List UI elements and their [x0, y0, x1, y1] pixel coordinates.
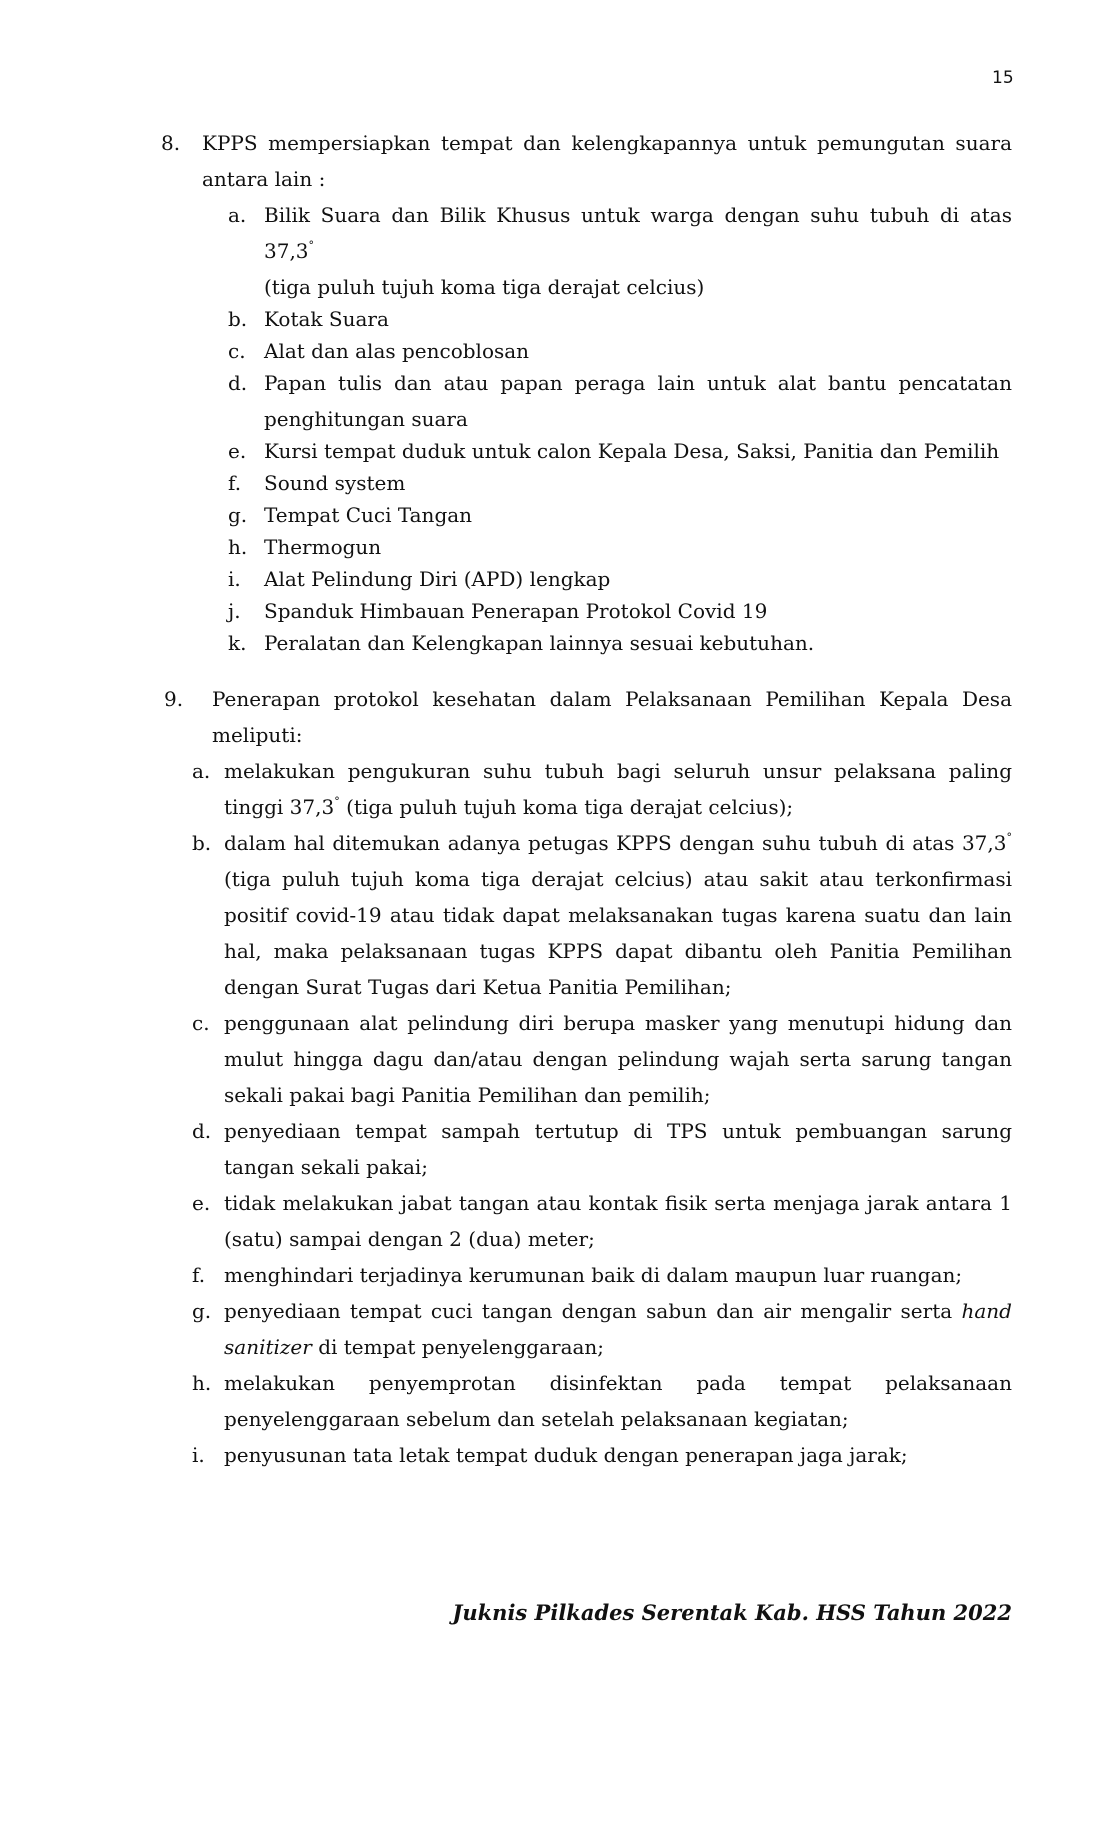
item-marker: e.: [192, 1191, 211, 1215]
item-text: penggunaan alat pelindung diri berupa masker yang menutupi hidung dan mulut hingga dagu dan/atau dengan pelindung wajah serta sarung tangan sekali pakai bagi Panitia Pemilihan dan pemilih;: [224, 1011, 1012, 1107]
list-item: [230, 561, 1012, 597]
item-text-part: di tempat penyelenggaraan;: [311, 1335, 605, 1359]
list-item: [192, 1257, 1012, 1293]
item-text: Sound system: [264, 471, 406, 495]
item-marker: a.: [228, 203, 247, 227]
item-text: Tempat Cuci Tangan: [264, 503, 473, 527]
list-item: [230, 625, 1012, 661]
item-text-italic: hand sanitizer: [224, 1299, 1012, 1359]
item-marker: b.: [192, 831, 212, 855]
item-text: penyediaan tempat sampah tertutup di TPS untuk pembuangan sarung tangan sekali pakai;: [224, 1119, 1012, 1179]
item-marker: e.: [228, 439, 247, 463]
list-item: [230, 497, 1012, 533]
item-text: Kursi tempat duduk untuk calon Kepala Desa, Saksi, Panitia dan Pemilih: [264, 439, 1000, 463]
item-marker: d.: [228, 371, 248, 395]
item-list: [192, 753, 1012, 1473]
list-item: [192, 1293, 1012, 1365]
item-marker: c.: [228, 339, 246, 363]
degree-sign: °: [334, 795, 340, 808]
list-item: [230, 465, 1012, 501]
section-number: 9.: [164, 687, 184, 711]
section-intro: Penerapan protokol kesehatan dalam Pelaksanaan Pemilihan Kepala Desa meliputi:: [212, 687, 1012, 747]
list-item: [230, 333, 1012, 369]
item-text-part: penyediaan tempat cuci tangan dengan sabun dan air mengalir serta: [224, 1299, 962, 1323]
item-marker: g.: [192, 1299, 212, 1323]
item-marker: i.: [228, 567, 241, 591]
list-item: [192, 1005, 1012, 1113]
degree-sign: °: [1006, 831, 1012, 844]
item-marker: h.: [228, 535, 248, 559]
item-text: Spanduk Himbauan Penerapan Protokol Covid 19: [264, 599, 768, 623]
item-marker: f.: [192, 1263, 206, 1287]
list-item: [230, 529, 1012, 565]
item-text: penyusunan tata letak tempat duduk dengan penerapan jaga jarak;: [224, 1443, 908, 1467]
item-marker: g.: [228, 503, 248, 527]
item-text-part: Bilik Suara dan Bilik Khusus untuk warga dengan suhu tubuh di atas 37,3: [264, 203, 1012, 263]
item-text: melakukan penyemprotan disinfektan pada tempat pelaksanaan penyelenggaraan sebelum dan setelah pelaksanaan kegiatan;: [224, 1371, 1012, 1431]
section-intro: KPPS mempersiapkan tempat dan kelengkapannya untuk pemungutan suara antara lain :: [202, 131, 1012, 191]
item-marker: a.: [192, 759, 211, 783]
item-text: [264, 197, 1012, 305]
item-text: [224, 753, 1012, 825]
section-number: 8.: [161, 131, 181, 155]
item-list: [230, 197, 1012, 661]
degree-sign: °: [308, 239, 315, 252]
item-marker: h.: [192, 1371, 212, 1395]
item-text-part: melakukan pengukuran suhu tubuh bagi seluruh unsur pelaksana paling tinggi 37,3: [224, 759, 1012, 819]
item-text-part: (tiga puluh tujuh koma tiga derajat celcius);: [339, 795, 794, 819]
item-text-part: (tiga puluh tujuh koma tiga derajat celcius): [264, 275, 705, 299]
list-item: [230, 197, 1012, 305]
item-text: menghindari terjadinya kerumunan baik di dalam maupun luar ruangan;: [224, 1263, 963, 1287]
item-marker: b.: [228, 307, 248, 331]
item-text: [224, 1293, 1012, 1365]
item-text-part: dalam hal ditemukan adanya petugas KPPS dengan suhu tubuh di atas 37,3: [224, 831, 1007, 855]
item-marker: d.: [192, 1119, 212, 1143]
item-text: Papan tulis dan atau papan peraga lain untuk alat bantu pencatatan penghitungan suara: [264, 371, 1012, 431]
list-item: [192, 1113, 1012, 1185]
list-item: [192, 1365, 1012, 1437]
item-marker: f.: [228, 471, 242, 495]
item-marker: k.: [228, 631, 247, 655]
section-body: [202, 125, 1012, 661]
list-item: [230, 301, 1012, 337]
item-text: Peralatan dan Kelengkapan lainnya sesuai kebutuhan.: [264, 631, 815, 655]
item-text: Alat dan alas pencoblosan: [264, 339, 530, 363]
item-text: Alat Pelindung Diri (APD) lengkap: [264, 567, 611, 591]
item-marker: i.: [192, 1443, 205, 1467]
list-item: [192, 825, 1012, 1005]
list-item: [230, 593, 1012, 629]
item-text: Kotak Suara: [264, 307, 389, 331]
list-item: [192, 1437, 1012, 1473]
footer-title: Juknis Pilkades Serentak Kab. HSS Tahun 2022: [452, 1600, 1012, 1625]
list-item: [230, 433, 1012, 469]
item-marker: j.: [228, 599, 241, 623]
section-body: [192, 681, 1012, 1473]
page-number: 15: [992, 68, 1014, 88]
list-item: [192, 1185, 1012, 1257]
list-item: [192, 753, 1012, 825]
item-text: Thermogun: [264, 535, 382, 559]
item-marker: c.: [192, 1011, 210, 1035]
list-item: [230, 365, 1012, 437]
item-text: tidak melakukan jabat tangan atau kontak fisik serta menjaga jarak antara 1 (satu) sampai dengan 2 (dua) meter;: [224, 1191, 1012, 1251]
item-text-part: (tiga puluh tujuh koma tiga derajat celcius) atau sakit atau terkonfirmasi positif covid-19 atau tidak dapat melaksanakan tugas karena suatu dan lain hal, maka pelaksanaan tugas KPPS dapat dibantu oleh Panitia Pemilihan dengan Surat Tugas dari Ketua Panitia Pemilihan;: [224, 867, 1012, 999]
item-text: [224, 825, 1012, 1005]
